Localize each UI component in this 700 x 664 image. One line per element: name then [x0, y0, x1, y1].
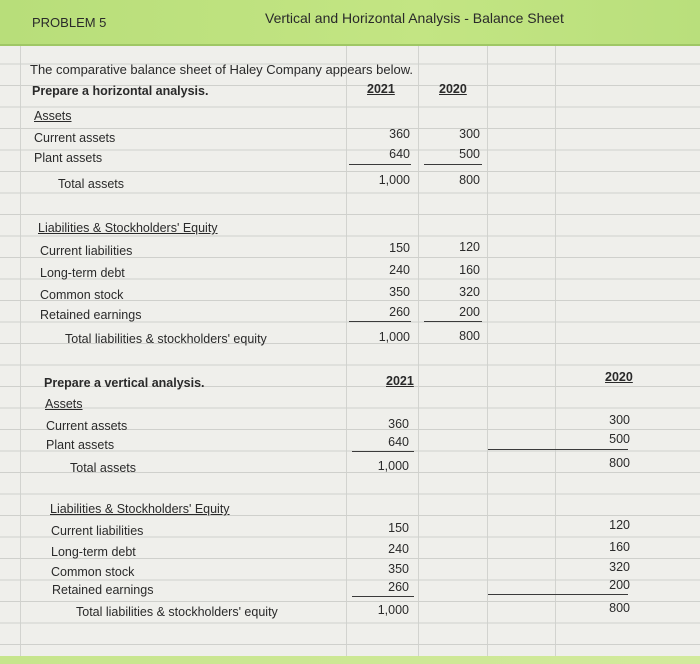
h-liab-underline-2020	[424, 321, 482, 322]
header-banner	[0, 0, 700, 46]
v-liab-underline-2020	[488, 594, 628, 595]
h-current-assets-label: Current assets	[34, 131, 116, 145]
h-current-assets-2020: 300	[459, 127, 480, 141]
horizontal-col-2021: 2021	[367, 82, 395, 96]
bottom-band	[0, 656, 700, 664]
h-total-liabilities-2020: 800	[459, 329, 480, 343]
h-common-stock-2020: 320	[459, 285, 480, 299]
h-retained-earnings-2021: 260	[389, 305, 410, 319]
h-current-liabilities-label: Current liabilities	[40, 244, 133, 258]
h-long-term-debt-2021: 240	[389, 263, 410, 277]
h-current-liabilities-2021: 150	[389, 241, 410, 255]
intro-text: The comparative balance sheet of Haley Company appears below.	[30, 62, 413, 77]
v-assets-underline-2021	[352, 451, 414, 452]
v-current-liabilities-2020: 120	[609, 518, 630, 532]
v-common-stock-2021: 350	[388, 562, 409, 576]
v-retained-earnings-2021: 260	[388, 580, 409, 594]
vertical-col-2020: 2020	[605, 370, 633, 384]
page-title: Vertical and Horizontal Analysis - Balance Sheet	[265, 10, 564, 26]
horizontal-liabilities-heading: Liabilities & Stockholders' Equity	[38, 221, 218, 235]
h-current-liabilities-2020: 120	[459, 240, 480, 254]
v-long-term-debt-2021: 240	[388, 542, 409, 556]
v-current-assets-2020: 300	[609, 413, 630, 427]
v-retained-earnings-2020: 200	[609, 578, 630, 592]
h-total-liabilities-2021: 1,000	[378, 330, 410, 344]
h-total-assets-2020: 800	[459, 173, 480, 187]
h-common-stock-2021: 350	[389, 285, 410, 299]
h-long-term-debt-2020: 160	[459, 263, 480, 277]
h-assets-underline-2020	[424, 164, 482, 165]
h-retained-earnings-label: Retained earnings	[40, 308, 142, 322]
v-retained-earnings-label: Retained earnings	[52, 583, 154, 597]
v-plant-assets-2021: 640	[388, 435, 409, 449]
vertical-liabilities-heading: Liabilities & Stockholders' Equity	[50, 502, 230, 516]
h-total-assets-label: Total assets	[58, 177, 125, 191]
h-plant-assets-2021: 640	[389, 147, 410, 161]
h-retained-earnings-2020: 200	[459, 305, 480, 319]
v-plant-assets-2020: 500	[609, 432, 630, 446]
h-total-liabilities-label: Total liabilities & stockholders' equity	[65, 332, 267, 346]
h-common-stock-label: Common stock	[40, 288, 124, 302]
h-total-assets-2021: 1,000	[378, 173, 410, 187]
h-assets-underline-2021	[349, 164, 411, 165]
h-plant-assets-label: Plant assets	[34, 151, 103, 165]
v-total-liabilities-2021: 1,000	[377, 603, 409, 617]
v-current-assets-2021: 360	[388, 417, 409, 431]
v-long-term-debt-2020: 160	[609, 540, 630, 554]
h-current-assets-2021: 360	[389, 127, 410, 141]
horizontal-assets-heading: Assets	[34, 109, 72, 123]
v-common-stock-label: Common stock	[51, 565, 135, 579]
v-current-liabilities-2021: 150	[388, 521, 409, 535]
v-liab-underline-2021	[352, 596, 414, 597]
v-current-liabilities-label: Current liabilities	[51, 524, 144, 538]
v-current-assets-label: Current assets	[46, 419, 128, 433]
horizontal-col-2020: 2020	[439, 82, 467, 96]
v-assets-underline-2020	[488, 449, 628, 450]
h-liab-underline-2021	[349, 321, 411, 322]
v-total-assets-label: Total assets	[70, 461, 137, 475]
v-total-liabilities-2020: 800	[609, 601, 630, 615]
v-total-assets-2020: 800	[609, 456, 630, 470]
v-long-term-debt-label: Long-term debt	[51, 545, 136, 559]
problem-label: PROBLEM 5	[32, 15, 107, 30]
vertical-heading: Prepare a vertical analysis.	[44, 376, 205, 390]
v-total-liabilities-label: Total liabilities & stockholders' equity	[76, 605, 278, 619]
vertical-col-2021: 2021	[386, 374, 414, 388]
v-plant-assets-label: Plant assets	[46, 438, 115, 452]
h-plant-assets-2020: 500	[459, 147, 480, 161]
v-total-assets-2021: 1,000	[377, 459, 409, 473]
v-common-stock-2020: 320	[609, 560, 630, 574]
horizontal-heading: Prepare a horizontal analysis.	[32, 84, 209, 98]
vertical-assets-heading: Assets	[45, 397, 83, 411]
h-long-term-debt-label: Long-term debt	[40, 266, 125, 280]
